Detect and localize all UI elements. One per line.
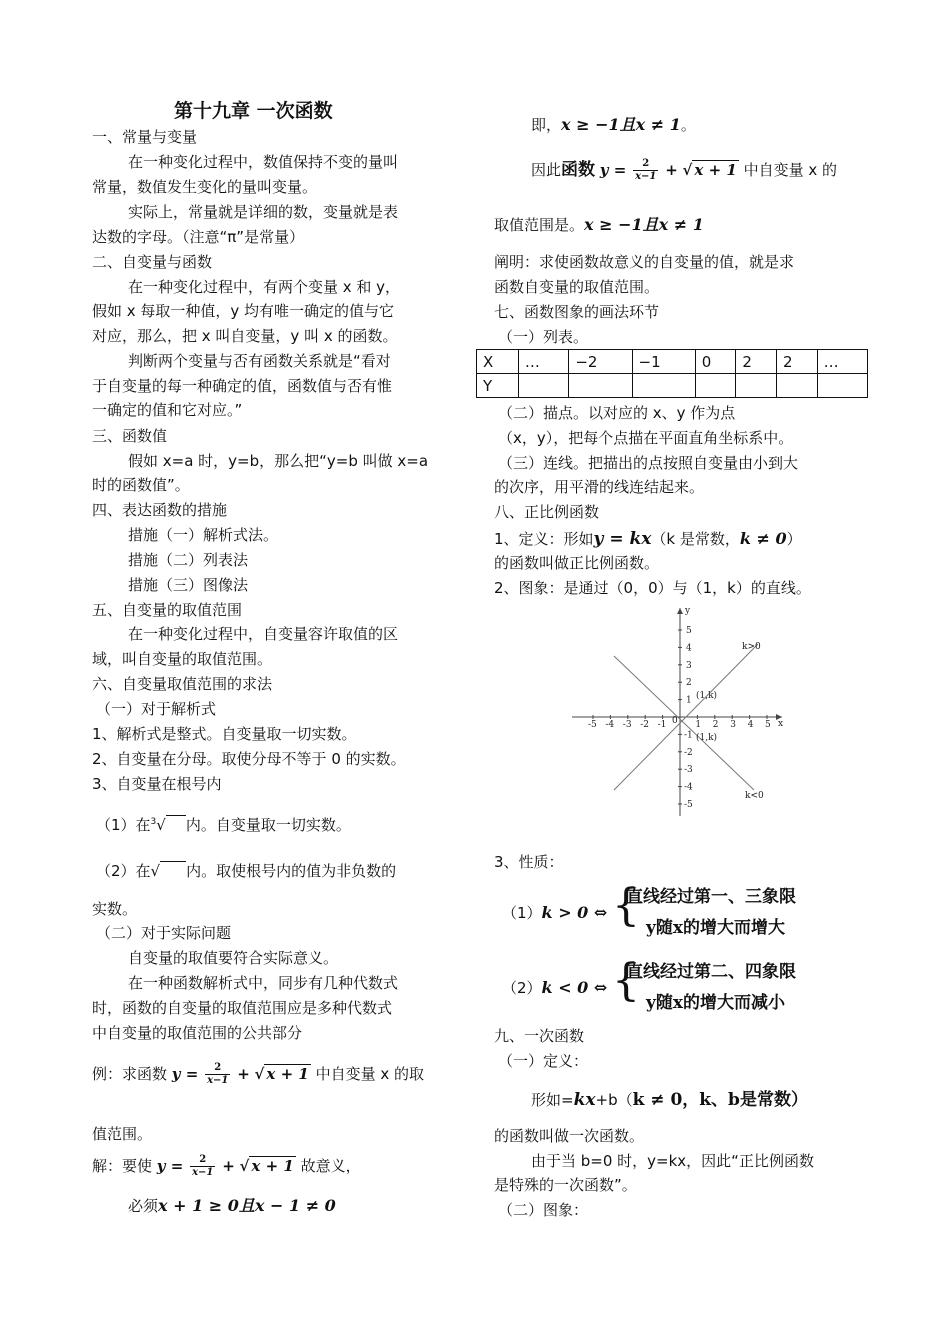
x-axis-label: x: [778, 719, 784, 729]
para: 自变量的取值要符合实际意义。: [128, 949, 339, 967]
definition-mid: （k 是常数，: [651, 530, 740, 548]
fraction: [205, 1062, 230, 1087]
radical-sign: √: [254, 1065, 265, 1083]
math-y: y =: [156, 1157, 184, 1175]
prop-1-label: （1）: [502, 904, 542, 922]
table-row: [477, 374, 868, 398]
radical-sign: √: [150, 862, 161, 880]
para: 达数的字母。（注意“π”是常量）: [92, 228, 305, 246]
para: 的函数叫做正比例函数。: [494, 554, 660, 572]
rule-3-1-prefix: （1）在: [96, 816, 151, 834]
step-1: （一）列表。: [498, 328, 589, 346]
prop-2-line-2: y随x的增大而减小: [646, 993, 786, 1013]
para: 一确定的值和它对应。”: [92, 401, 243, 419]
sub-heading: （一）对于解析式: [96, 700, 217, 718]
range-line: [494, 215, 704, 235]
radical-sign: √: [239, 1157, 250, 1175]
rule-3-1: [96, 812, 351, 835]
y-tick-label: 3: [686, 660, 692, 671]
heading-7: 七、函数图象的画法环节: [494, 303, 660, 321]
therefore-suffix: 中自变量 x 的: [743, 161, 838, 179]
solution-prefix: 解：要使: [92, 1157, 153, 1175]
origin-label: 0: [672, 716, 678, 726]
frac-den: x−1: [207, 1075, 229, 1086]
table-cell: [569, 374, 632, 398]
x-tick-label: -4: [605, 720, 615, 730]
linear-definition: [531, 1088, 808, 1112]
para: 域，叫自变量的取值范围。: [92, 650, 273, 668]
table-cell: −2: [569, 350, 632, 374]
y-axis-arrow: [677, 608, 683, 614]
heading-4: 四、表达函数的措施: [92, 501, 228, 519]
sqrt-body: x + 1: [266, 1065, 309, 1083]
graph-lines: [572, 608, 782, 816]
heading-6: 六、自变量取值范围的求法: [92, 675, 273, 693]
para: 阐明：求使函数故意义的自变量的值，就是求: [494, 253, 795, 271]
rule-3: 3、自变量在根号内: [92, 775, 222, 793]
fraction: [190, 1154, 215, 1179]
table-cell: [817, 374, 867, 398]
linear-def-b: +b（: [595, 1091, 633, 1109]
frac-den: x−1: [635, 171, 657, 182]
definition-end: ）: [786, 530, 802, 548]
para: 判断两个变量与否有函数关系就是“看对: [128, 352, 391, 370]
para: 实际上，常量就是详细的数，变量就是表: [128, 203, 399, 221]
radical-sign: √: [156, 816, 166, 834]
proportional-graph: [568, 604, 792, 820]
condition-math: x + 1 ≥ 0且x − 1 ≠ 0: [158, 1196, 336, 1215]
frac-num: 2: [190, 1154, 215, 1167]
definition-prefix: 1、定义：形如: [494, 530, 594, 548]
x-tick-label: 4: [747, 720, 754, 730]
para: 在一种变化过程中，有两个变量 x 和 y，: [128, 278, 401, 296]
method-2: 措施（二）列表法: [128, 551, 249, 569]
para: 常量，数值发生变化的量叫变量。: [92, 178, 318, 196]
table-cell: …: [817, 350, 867, 374]
math-y: y =: [171, 1065, 199, 1083]
x-tick-label: 1: [695, 720, 702, 730]
chapter-title: 第十九章 一次函数: [174, 100, 333, 122]
brace-icon: {: [612, 955, 640, 1006]
solution-line: [92, 1152, 361, 1180]
line-label-negative: k<0: [745, 791, 764, 801]
y-tick-label: -3: [684, 765, 693, 776]
condition-line: [128, 1196, 336, 1216]
heading-2: 二、自变量与函数: [92, 253, 213, 271]
sqrt-body: x + 1: [694, 161, 737, 179]
prop-2-math: k < 0 ⇔: [541, 978, 608, 997]
rule-3-1-text: 内。自变量取一切实数。: [185, 816, 351, 834]
x-tick-label: -3: [622, 720, 632, 730]
y-axis-label: y: [685, 606, 691, 616]
radical-bar: [160, 861, 186, 880]
para: 对应，那么，把 x 叫自变量，y 叫 x 的函数。: [92, 327, 398, 345]
linear-def-prefix: 形如=: [531, 1091, 574, 1109]
rule-3-2: [96, 861, 396, 881]
y-tick-label: 1: [686, 695, 692, 706]
y-tick-label: 2: [686, 678, 692, 689]
result-prefix: 即，: [531, 116, 562, 134]
para: 在一种函数解析式中，同步有几种代数式: [128, 974, 399, 992]
rule-1: 1、解析式是整式。自变量取一切实数。: [92, 725, 357, 743]
graph-desc: 2、图象：是通过（0，0）与（1，k）的直线。: [494, 579, 811, 597]
para: 假如 x 每取一种值，y 均有唯一确定的值与它: [92, 302, 395, 320]
fraction: [633, 158, 658, 183]
para: （x，y），把每个点描在平面直角坐标系中。: [498, 429, 794, 447]
table-row: [477, 350, 868, 374]
table-cell: 2: [736, 350, 777, 374]
para: 实数。: [92, 900, 138, 918]
frac-den: x−1: [192, 1167, 214, 1178]
function-word: 函数: [561, 160, 596, 180]
para: 在一种变化过程中，自变量容许取值的区: [128, 625, 399, 643]
table-cell: [776, 374, 817, 398]
y-tick-label: -1: [684, 730, 693, 741]
sqrt-body: x + 1: [251, 1157, 294, 1175]
prop-2-line-1: 直线经过第二、四象限: [626, 962, 796, 982]
range-math: x ≥ −1且x ≠ 1: [584, 215, 704, 234]
radical-bar: [166, 815, 186, 834]
point-label-positive: (1,k): [696, 691, 718, 701]
table-cell: [736, 374, 777, 398]
example-line: [92, 1060, 424, 1088]
example-suffix: 中自变量 x 的取: [315, 1065, 425, 1083]
x-tick-label: -5: [588, 720, 597, 730]
para: 的函数叫做一次函数。: [494, 1127, 645, 1145]
plus: +: [665, 161, 678, 179]
heading-8: 八、正比例函数: [494, 503, 600, 521]
sub-heading: （二）图象：: [498, 1201, 589, 1219]
sub-heading: （一）定义：: [498, 1052, 589, 1070]
x-tick-label: 3: [730, 720, 736, 730]
step-2: （二）描点。以对应的 x、y 作为点: [498, 404, 736, 422]
frac-num: 2: [633, 158, 658, 171]
method-3: 措施（三）图像法: [128, 576, 249, 594]
para: 时的函数值”。: [92, 476, 190, 494]
heading-3: 三、函数值: [92, 427, 168, 445]
table-cell: [695, 374, 736, 398]
table-cell: X: [477, 350, 519, 374]
prop-2-label: （2）: [502, 979, 542, 997]
plus: +: [237, 1065, 250, 1083]
definition-math-2: k ≠ 0: [739, 529, 787, 548]
rule-3-2-text: 内。取使根号内的值为非负数的: [186, 862, 397, 880]
para: 假如 x=a 时，y=b，那么把“y=b 叫做 x=a: [128, 452, 429, 470]
para: 是特殊的一次函数”。: [494, 1176, 637, 1194]
y-tick-label: -5: [684, 800, 693, 810]
condition-prefix: 必须: [128, 1197, 159, 1215]
cube-root-index: 3: [150, 817, 157, 827]
x-tick-label: 5: [765, 720, 771, 730]
heading-props: 3、性质：: [494, 853, 564, 871]
brace-icon: {: [612, 880, 640, 931]
table-cell: Y: [477, 374, 519, 398]
heading-5: 五、自变量的取值范围: [92, 601, 243, 619]
point-label-negative: (1,k): [696, 733, 718, 743]
para: 值范围。: [92, 1125, 153, 1143]
prop-1-math: k > 0 ⇔: [541, 903, 608, 922]
therefore-prefix: 因此: [531, 161, 562, 179]
range-prefix: 取值范围是。: [494, 216, 585, 234]
prop-1-line-1: 直线经过第一、三象限: [626, 887, 796, 907]
y-tick-label: 5: [686, 626, 692, 636]
example-prefix: 例：求函数: [92, 1065, 168, 1083]
y-tick-label: -2: [684, 747, 693, 758]
para: 中自变量的取值范围的公共部分: [92, 1024, 303, 1042]
para: 由于当 b=0 时，y=kx，因此“正比例函数: [531, 1152, 814, 1170]
plus: +: [222, 1157, 235, 1175]
y-tick-label: 4: [686, 643, 692, 654]
table-cell: …: [518, 350, 568, 374]
radical-sign: √: [682, 161, 693, 179]
therefore-line: [531, 156, 837, 184]
y-tick-label: -4: [684, 782, 693, 793]
para: 时，函数的自变量的取值范围应是多种代数式: [92, 999, 393, 1017]
result-end: 。: [680, 116, 696, 134]
table-cell: 0: [695, 350, 736, 374]
table-cell: [518, 374, 568, 398]
linear-def-kx: kx: [573, 1090, 596, 1110]
heading-9: 九、一次函数: [494, 1027, 585, 1045]
table-cell: −1: [632, 350, 695, 374]
para: 的次序，用平滑的线连结起来。: [494, 478, 705, 496]
x-tick-label: -2: [640, 720, 649, 730]
math-y: y =: [599, 161, 627, 179]
prop-2-cond: [502, 978, 607, 998]
definition-line: [494, 527, 802, 551]
line-label-positive: k>0: [742, 642, 761, 652]
x-tick-label: 2: [712, 720, 719, 730]
rule-3-2-prefix: （2）在: [96, 862, 151, 880]
para: 于自变量的每一种确定的值，函数值与否有惟: [92, 377, 393, 395]
x-tick-label: -1: [657, 720, 667, 730]
result-math: x ≥ −1且x ≠ 1: [561, 115, 681, 134]
para: 函数自变量的取值范围。: [494, 278, 660, 296]
sub-heading: （二）对于实际问题: [96, 924, 232, 942]
graph-ticks: [588, 606, 783, 810]
result-line: [531, 115, 696, 135]
prop-1-line-2: y随x的增大而增大: [646, 918, 786, 938]
definition-math: y = kx: [593, 529, 652, 549]
table-cell: [632, 374, 695, 398]
value-table: [476, 349, 868, 398]
rule-2: 2、自变量在分母。取使分母不等于 0 的实数。: [92, 750, 406, 768]
method-1: 措施（一）解析式法。: [128, 526, 279, 544]
solution-suffix: 故意义，: [300, 1157, 361, 1175]
para: 在一种变化过程中，数值保持不变的量叫: [128, 153, 399, 171]
linear-def-cond: k ≠ 0，k、b是常数）: [632, 1090, 808, 1110]
table-cell: 2: [776, 350, 817, 374]
step-3: （三）连线。把描出的点按照自变量由小到大: [498, 454, 799, 472]
heading-1: 一、常量与变量: [92, 128, 198, 146]
prop-1-cond: [502, 903, 607, 923]
frac-num: 2: [205, 1062, 230, 1075]
